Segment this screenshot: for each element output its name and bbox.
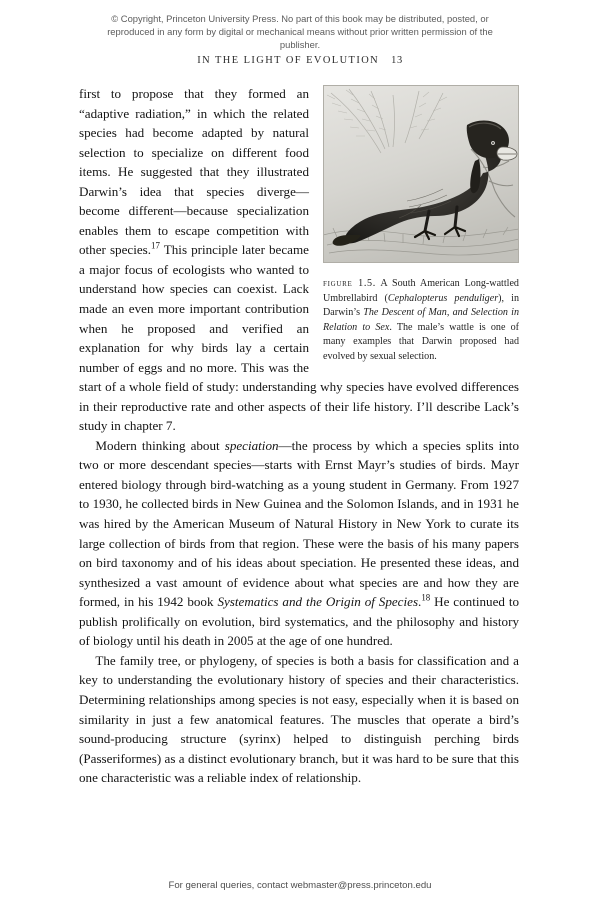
paragraph-2-period: . xyxy=(418,594,422,610)
paragraph-2-book-title: Systematics and the Origin of Species xyxy=(217,594,419,610)
paragraph-2-text-b: —the process by which a species splits into two or more descendant species—starts with Ernst Mayr’s studies of birds. Mayr entered biology through bird-watching as a young student in Germany. From 1927 to 1930, he collected birds in New Guinea and the Solomon Islands, and in 1931 he was hired by the American Museum of Natural History in New York to curate its large collection of birds from that region. These were the basis of his many papers on bird taxonomy and of his ideas about speciation. He presented these ideas, and synthesized a vast amount of evidence about what species are and how they are formed, in his 1942 book xyxy=(79,437,519,610)
running-head-title: IN THE LIGHT OF EVOLUTION xyxy=(197,55,380,66)
paragraph-2-term-speciation: speciation xyxy=(224,437,279,453)
figure-caption-label: figure 1.5. xyxy=(323,278,377,289)
paragraph-phylogeny: The family tree, or phylogeny, of species is both a basis for classification and a key to understanding the evolutionary history of species and their characteristics. Determining relationships among species is not easy, especially when it is based on similarity in just a few anatomical features. The muscles that operate a bird’s sound-producing structure (syrinx) helped to distinguish perching birds (Passeriformes) as a distinct evolutionary branch, but it was hard to be sure that this one characteristic was a reliable index of relationship. xyxy=(79,652,519,786)
paragraph-mayr-speciation xyxy=(79,436,519,651)
footer-general-queries: For general queries, contact webmaster@press.princeton.edu xyxy=(168,880,432,891)
figure-caption-species-name: Cephalopterus penduliger xyxy=(387,292,499,304)
figure-caption-text-1: A South American Long-wattled Umbrellabird ( xyxy=(323,278,519,304)
copyright-notice: © Copyright, Princeton University Press. No part of this book may be distributed, posted, or reproduced in any form by digital or mechanical means without prior written permission of the publisher. xyxy=(107,13,493,51)
page-text-body xyxy=(79,84,519,788)
paragraph-2-text-c: He continued to publish prolifically on evolution, bird systematics, and the philosophy and history of biology until his death in 2005 at the age of one hundred. xyxy=(79,594,520,649)
figure-caption-text-2: ), in Darwin’s xyxy=(323,292,520,319)
paragraph-1-text-a: first to propose that they formed an “adaptive radiation,” in which the related species had become adapted by natural selection to specialize on different food items. He suggested that they illustrated Darwin’s idea that species diverge—become different—because specialization enables them to escape competition with other species. xyxy=(79,86,309,258)
umbrellabird-engraving-image xyxy=(323,85,519,263)
running-head xyxy=(0,55,600,66)
paragraph-2-text-a: Modern thinking about xyxy=(95,437,225,453)
figure-caption-book-title: The Descent of Man, and Selection in Relation to Sex xyxy=(323,307,519,333)
figure-caption xyxy=(323,277,519,365)
paragraph-1-text-b: This principle later became a major focus of ecologists who wanted to understand how species can coexist. Lack made an even more important contribution when he proposed and verified an explanation for why birds lay a certain number of eggs and no more. This was the start of a whole field of study: understanding why species have evolved differences in their reproductive rate and other aspects of their life history. I’ll describe Lack’s study in chapter 7. xyxy=(79,242,519,434)
footnote-marker-18: 18 xyxy=(421,592,431,603)
figure-caption-text-3: . The male’s wattle is one of many examples that Darwin proposed had evolved by sexual selection. xyxy=(323,321,519,362)
page-number: 13 xyxy=(391,55,403,66)
figure-1-5 xyxy=(323,85,519,365)
footnote-marker-17: 17 xyxy=(151,241,160,252)
